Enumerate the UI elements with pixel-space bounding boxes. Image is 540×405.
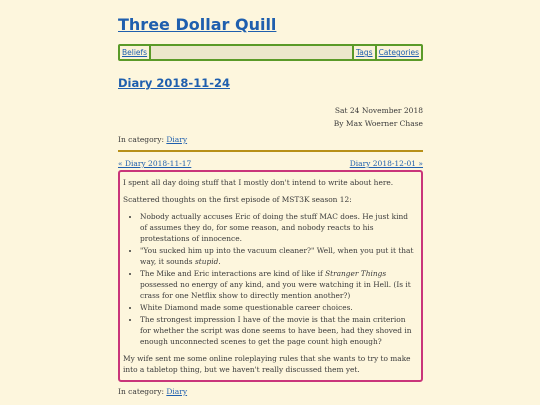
category-link[interactable]: Diary (166, 135, 188, 144)
list-item-text: "You sucked him up into the vacuum cleaner?" Well, when you put it that way, it sounds (140, 246, 414, 266)
list-item (140, 245, 417, 267)
page (118, 0, 423, 397)
nav-beliefs-link[interactable]: Beliefs (122, 48, 148, 57)
list-item: • Nobody actually accuses Eric of doing the stuff MAC does. He just kind of assumes they do, for some reason, and nobody reacts to his protestations of innocence. (140, 211, 417, 244)
emphasis: stupid (194, 257, 219, 266)
list-item-text: . (218, 257, 221, 266)
post-title-link[interactable]: Diary 2018-11-24 (118, 76, 230, 90)
post-navigation (118, 159, 423, 169)
list-item-text: The Mike and Eric interactions are kind of like if (140, 269, 326, 278)
list-item (140, 268, 417, 301)
post-author: By Max Woerner Chase (333, 119, 423, 128)
post-meta (118, 104, 423, 130)
post-date: Sat 24 November 2018 (334, 106, 423, 115)
list-item: • White Diamond made some questionable career choices. (140, 302, 417, 313)
divider (118, 150, 423, 152)
paragraph: My wife sent me some online roleplaying rules that she wants to try to make into a tabletop thing, but we haven't really discussed them yet. (123, 354, 411, 374)
nav-spacer (151, 46, 352, 59)
bullet-list (123, 211, 417, 347)
site-title-link[interactable]: Three Dollar Quill (118, 15, 277, 34)
prev-post-link[interactable]: « Diary 2018-11-17 (118, 159, 192, 168)
category-link[interactable]: Diary (166, 387, 188, 396)
next-post-link[interactable]: Diary 2018-12-01 » (349, 159, 423, 168)
navbar (118, 44, 423, 61)
list-item-text: possessed no energy of any kind, and you were watching it in Hell. (Is it crass for one Netflix show to directly mention another?) (140, 280, 411, 300)
paragraph: I spent all day doing stuff that I mostly don't intend to write about here. (123, 178, 394, 187)
emphasis: Stranger Things (325, 269, 387, 278)
post-category (118, 134, 423, 145)
post-body (118, 170, 423, 382)
category-prefix: In category: (118, 387, 167, 396)
list-item: • The strongest impression I have of the movie is that the main criterion for whether the script was done seems to have been, had they shoved in enough unconnected scenes to get the page count high enough? (140, 314, 417, 347)
footer-category (118, 386, 423, 397)
category-prefix: In category: (118, 135, 167, 144)
nav-tags-link[interactable]: Tags (355, 48, 373, 57)
paragraph: Scattered thoughts on the first episode of MST3K season 12: (123, 195, 352, 204)
nav-categories-link[interactable]: Categories (378, 48, 419, 57)
